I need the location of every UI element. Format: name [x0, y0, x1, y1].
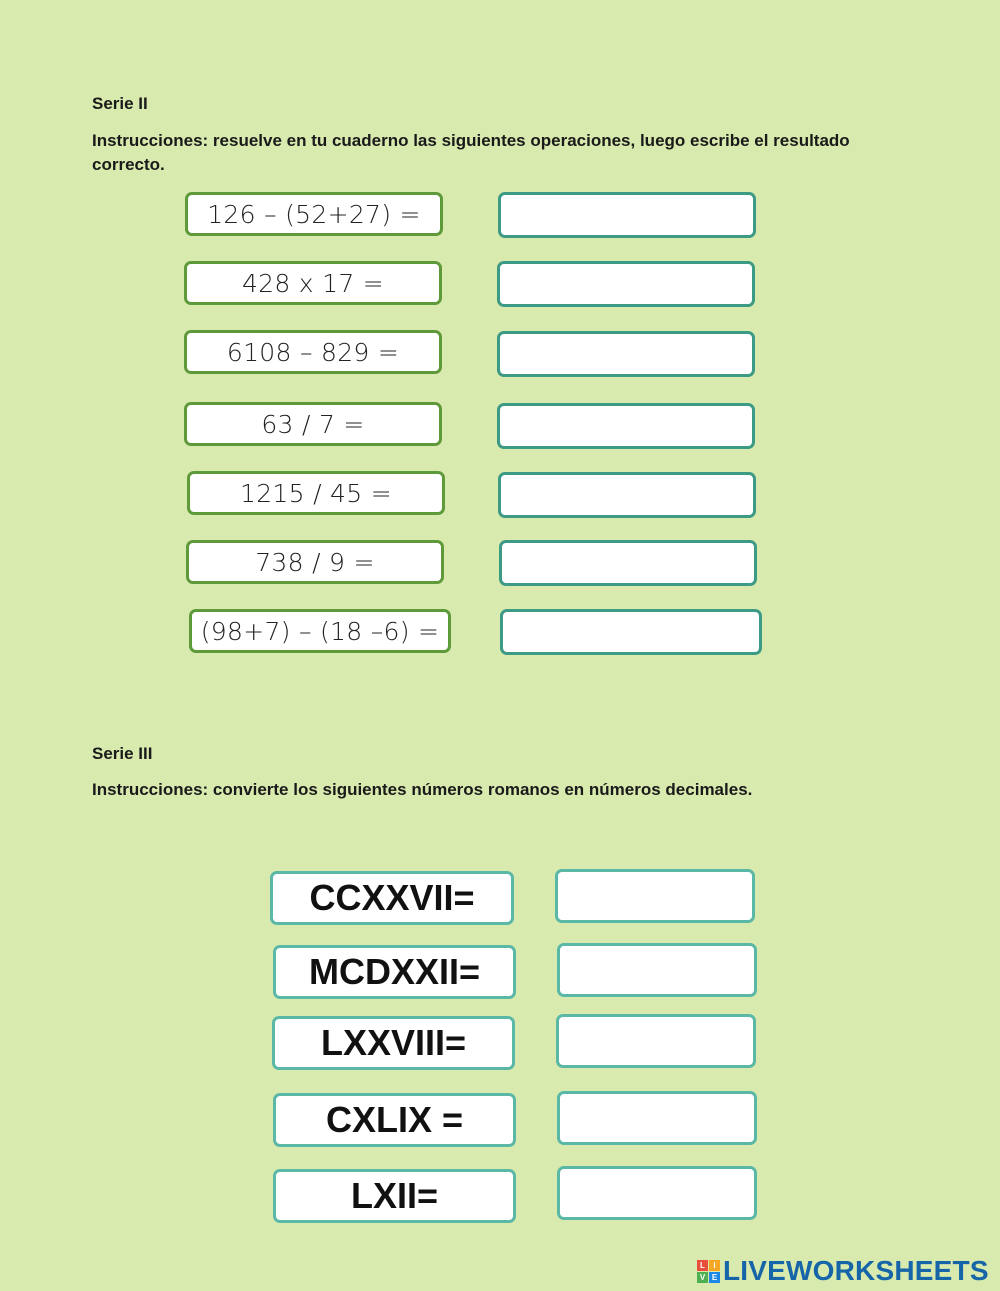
operation-box: 126 – (52+27) =: [185, 192, 443, 236]
logo-letter: V: [697, 1272, 708, 1283]
roman-answer-input[interactable]: [556, 1014, 756, 1068]
serie-2-heading: Serie II: [92, 94, 148, 113]
operation-box: 6108 – 829 =: [184, 330, 442, 374]
roman-answer-input[interactable]: [557, 1091, 757, 1145]
roman-numeral-box: MCDXXII=: [273, 945, 516, 999]
logo-text: LIVEWORKSHEETS: [723, 1255, 989, 1286]
roman-answer-input[interactable]: [555, 869, 755, 923]
operation-box: 1215 / 45 =: [187, 471, 445, 515]
answer-input[interactable]: [499, 540, 757, 586]
logo-letter: I: [709, 1260, 720, 1271]
answer-input[interactable]: [498, 192, 756, 238]
roman-numeral-box: LXII=: [273, 1169, 516, 1223]
operation-box: 428 x 17 =: [184, 261, 442, 305]
operation-box: (98+7) – (18 –6) =: [189, 609, 451, 653]
roman-numeral-box: CXLIX =: [273, 1093, 516, 1147]
answer-input[interactable]: [498, 472, 756, 518]
serie-2-instructions: Instrucciones: resuelve en tu cuaderno las siguientes operaciones, luego escribe el resultado correcto.: [92, 131, 850, 174]
roman-numeral-box: LXXVIII=: [272, 1016, 515, 1070]
operation-box: 738 / 9 =: [186, 540, 444, 584]
answer-input[interactable]: [497, 261, 755, 307]
roman-numeral-box: CCXXVII=: [270, 871, 514, 925]
answer-input[interactable]: [500, 609, 762, 655]
serie-3-heading: Serie III: [92, 744, 153, 763]
logo-icon: [697, 1260, 720, 1283]
operation-box: 63 / 7 =: [184, 402, 442, 446]
logo-letter: L: [697, 1260, 708, 1271]
roman-answer-input[interactable]: [557, 943, 757, 997]
roman-answer-input[interactable]: [557, 1166, 757, 1220]
liveworksheets-logo: [697, 1255, 989, 1287]
serie-3-instructions: Instrucciones: convierte los siguientes números romanos en números decimales.: [92, 780, 753, 799]
answer-input[interactable]: [497, 331, 755, 377]
logo-letter: E: [709, 1272, 720, 1283]
answer-input[interactable]: [497, 403, 755, 449]
